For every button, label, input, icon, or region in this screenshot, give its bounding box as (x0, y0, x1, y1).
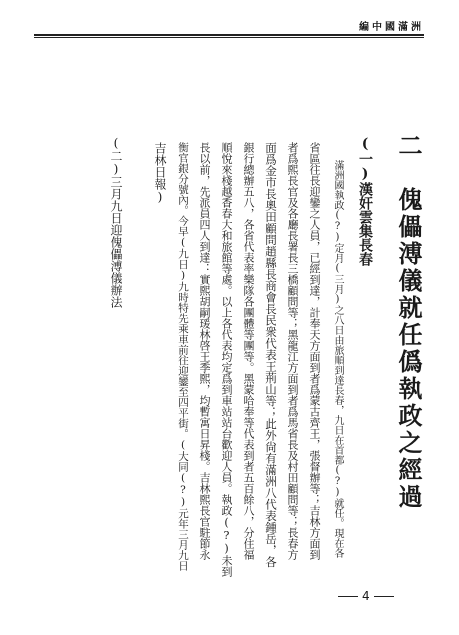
body-line-1: 滿洲國執政(?)定月(三月)之八日由旅順到達長春，九日在首都(?)就任。現在各 (332, 160, 343, 558)
section-heading-1: (一)漢奸雲集長春 (357, 136, 373, 266)
section-heading-2: (二)三月九日迎傀儡溥儀辦法 (109, 136, 123, 308)
body-line-9: 吉林日報) (153, 142, 167, 204)
body-line-5: 銀行總辦五八，各省代表率樂隊各團體等團等。黑蒙哈奉等代表到者五百餘八，分住福 (242, 142, 255, 560)
body-line-4: 面爲金市長奧田顧問趙縣長商會長民衆代表王荊山等；此外尙有滿洲八代表鍾岳，各 (264, 142, 278, 568)
book-page (34, 18, 424, 603)
header-rule (34, 34, 424, 36)
body-line-7: 長以前，先派員四人到達：實熙胡嗣瑗林啓王季熙，均暫寓日昇棧。吉林熙長官駐節永 (198, 142, 211, 560)
body-line-6: 順悅來棧越香春大和旅館等處。以上各代表均定爲到車站站台歡迎人員。執政(?)未到 (220, 142, 233, 577)
header-rule-thin (34, 37, 424, 38)
body-line-2: 省區往長迎鑾之人員，已經到達，計奉天方面到者爲蒙古齊王，張督辦等；吉林方面到 (308, 142, 321, 560)
running-header (34, 18, 424, 32)
body-line-3: 者爲熙長官及各廳長署長三橋顧問等；黑龍江方面到者爲馬省長及村田顧問等；長春方 (286, 142, 299, 560)
page-number: 4 (334, 589, 398, 603)
header-title: 編中國滿洲 (359, 22, 424, 33)
body-line-8: 衡官銀分號內。今早(九日)九時特先乘車前往迎鑾至四平街。(大同(?)元年三月九日 (177, 142, 189, 571)
chapter-title: 二 傀儡溥儀就任僞執政之經過 (394, 133, 423, 511)
